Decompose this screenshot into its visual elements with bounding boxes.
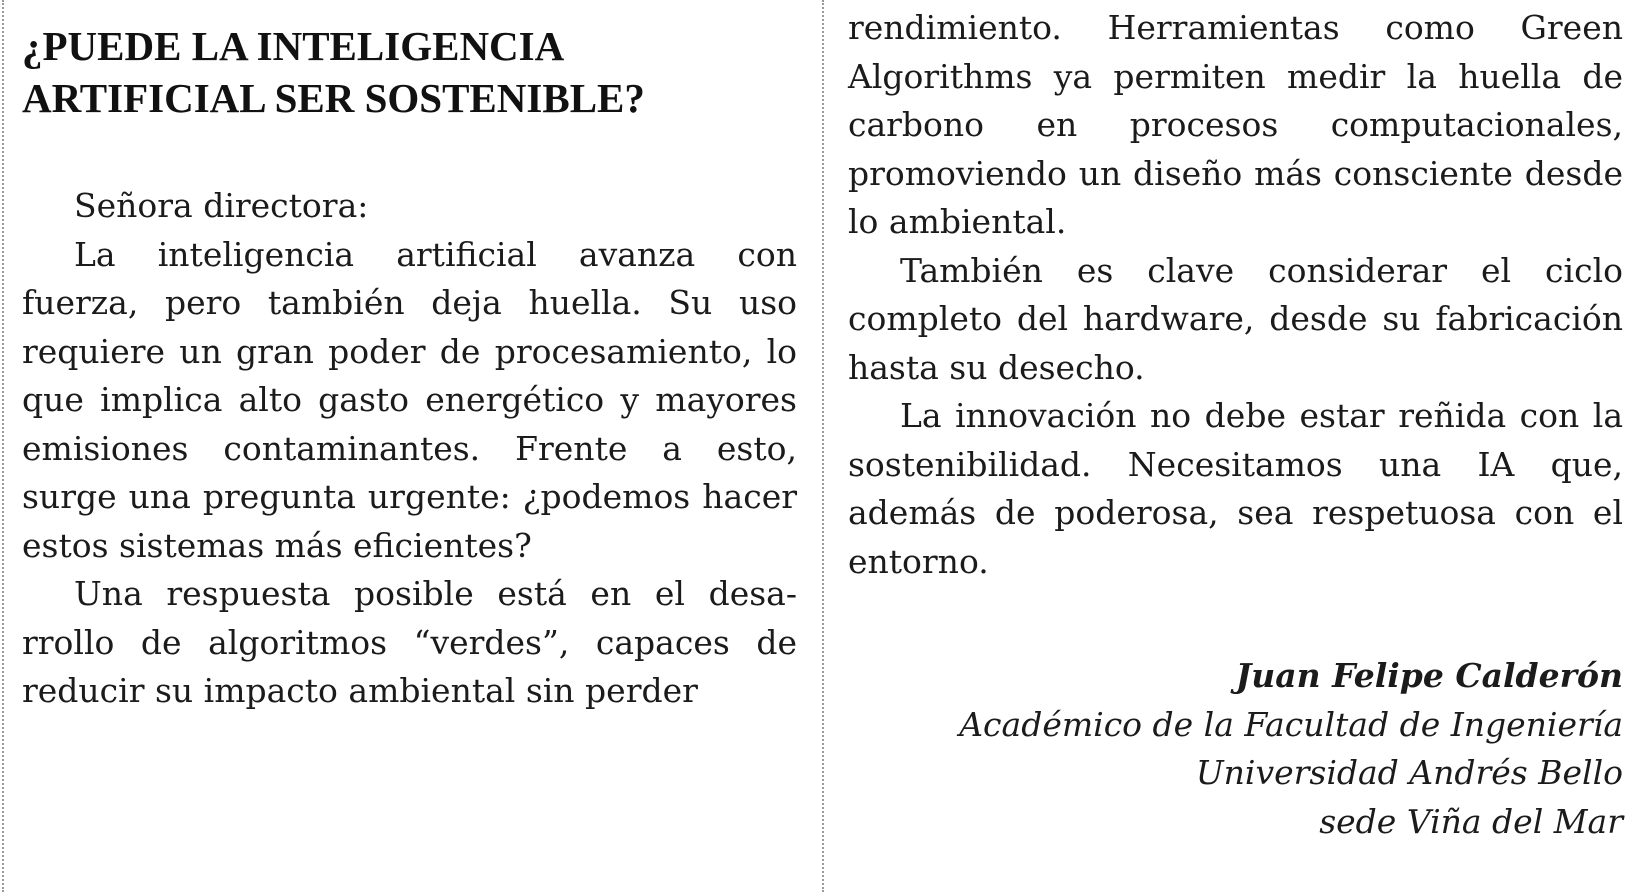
paragraph-4: La innovación no debe estar reñida con la sostenibilidad. Necesitamos una IA que, además de poderosa, sea respetuosa con el entorno.: [848, 396, 1623, 581]
author-institution: Universidad Andrés Bello: [1195, 753, 1623, 792]
letter-headline: ¿PUEDE LA INTELIGENCIA ARTIFICIAL SER SOSTENIBLE?: [22, 23, 645, 121]
letter-body-right: [848, 4, 1623, 586]
paragraph-3: También es clave considerar el ciclo completo del hardware, desde su fabricación hasta su desecho.: [848, 250, 1623, 387]
paragraph-2-continued: rendimiento. Herramientas como Green Algorithms ya permiten medir la huella de carbono en procesos computacionales, promoviendo un diseño más consciente desde lo ambiental.: [848, 8, 1623, 241]
salutation: Señora directora:: [74, 186, 369, 225]
author-campus: sede Viña del Mar: [1319, 801, 1623, 841]
author-title: Académico de la Facultad de Ingeniería: [959, 704, 1623, 744]
paragraph-1: La inteligencia artificial avanza con fuerza, pero también deja huella. Su uso requiere un gran poder de procesamiento, lo que implica alto gasto energético y mayores emisiones contaminantes. Frente a esto, surge una pregunta urgente: ¿podemos hacer estos sistemas más eficientes?: [22, 234, 797, 565]
column-dotted-rule: [822, 0, 824, 892]
paragraph-2: Una respuesta posible está en el desarrollo de algoritmos “verdes”, capaces de reducir su impacto ambiental sin perder: [22, 574, 797, 710]
signature-block: [848, 652, 1623, 846]
letter-body-left: [22, 182, 797, 716]
author-name: Juan Felipe Calderón: [1235, 656, 1623, 695]
right-column: [848, 0, 1623, 846]
left-dotted-rule: [2, 0, 4, 892]
left-column: [22, 0, 797, 716]
